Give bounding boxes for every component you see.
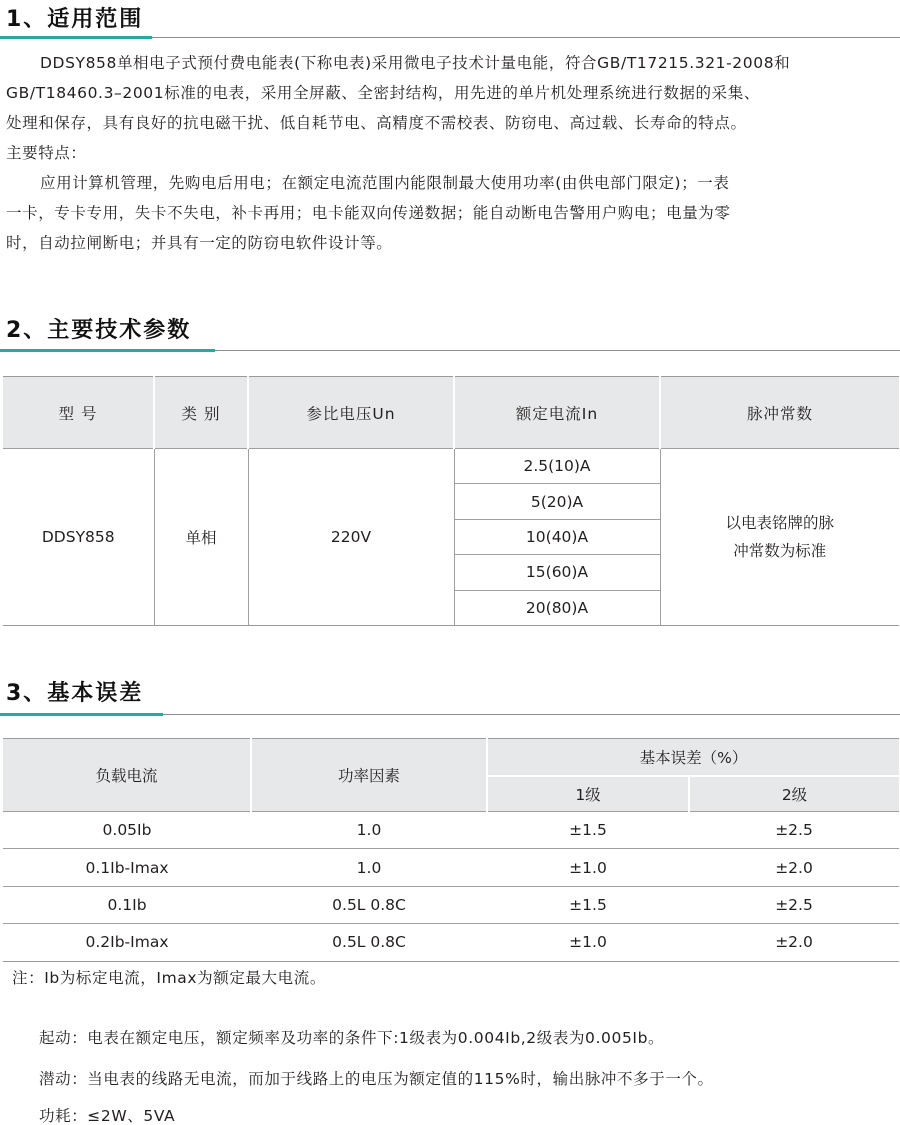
pf-cell: 1.0 (251, 812, 487, 849)
section-1-title: 1、适用范围 (6, 7, 144, 32)
error-table (3, 738, 899, 962)
table-row (3, 886, 899, 923)
current-cell: 20(80)A (454, 590, 660, 625)
header-pulse: 脉冲常数 (660, 377, 899, 449)
current-cell: 10(40)A (454, 519, 660, 554)
pf-cell: 0.5L 0.8C (251, 924, 487, 961)
load-cell: 0.1Ib-Imax (3, 849, 251, 886)
section-1-accent (0, 36, 152, 39)
intro-line: DDSY858单相电子式预付费电能表(下称电表)采用微电子技术计量电能，符合GB/T17215.321-2008和 (40, 54, 791, 72)
class2-cell: ±2.0 (689, 849, 899, 886)
intro-line: 时，自动拉闸断电；并具有一定的防窃电软件设计等。 (6, 234, 393, 252)
intro-line: 主要特点： (6, 144, 87, 162)
section-3-accent (0, 713, 163, 716)
section-1-header (0, 2, 900, 42)
table-row (3, 449, 899, 484)
intro-line: 处理和保存，具有良好的抗电磁干扰、低自耗节电、高精度不需校表、防窃电、高过载、长寿命的特点。 (6, 114, 747, 132)
header-power-factor: 功率因素 (251, 739, 487, 812)
class1-cell: ±1.0 (487, 924, 689, 961)
header-class-2: 2级 (689, 776, 899, 812)
error-header-row (3, 739, 899, 776)
pulse-line: 以电表铭牌的脉 (725, 513, 834, 532)
intro-line: GB/T18460.3–2001标准的电表，采用全屏蔽、全密封结构，用先进的单片机处理系统进行数据的采集、 (6, 84, 760, 102)
header-model: 型 号 (58, 404, 98, 423)
current-cell: 2.5(10)A (454, 449, 660, 484)
table-row (3, 924, 899, 961)
class1-cell: ±1.5 (487, 812, 689, 849)
table-row (3, 812, 899, 849)
section-3-title: 3、基本误差 (6, 681, 144, 706)
category-cell: 单相 (154, 449, 248, 626)
pulse-cell (660, 449, 899, 626)
intro-line: 一卡，专卡专用，失卡不失电，补卡再用；电卡能双向传递数据；能自动断电告警用户购电；电量为零 (6, 204, 731, 222)
pf-cell: 1.0 (251, 849, 487, 886)
load-cell: 0.05Ib (3, 812, 251, 849)
section-2-title: 2、主要技术参数 (6, 318, 192, 343)
class2-cell: ±2.5 (689, 812, 899, 849)
header-current: 额定电流In (454, 377, 660, 449)
section-2-accent (0, 349, 215, 352)
section-2-header (0, 313, 900, 353)
table-note: 注：Ib为标定电流，Imax为额定最大电流。 (12, 969, 326, 987)
pulse-line: 冲常数为标准 (733, 541, 827, 560)
table-row (3, 849, 899, 886)
header-voltage: 参比电压Un (248, 377, 454, 449)
header-class-1: 1级 (487, 776, 689, 812)
header-category: 类 别 (154, 377, 248, 449)
params-table (3, 376, 899, 626)
header-load-current: 负载电流 (95, 767, 158, 785)
current-cell: 5(20)A (454, 484, 660, 519)
header-basic-error: 基本误差（%） (487, 739, 899, 776)
params-header-row (3, 377, 899, 449)
current-cell: 15(60)A (454, 555, 660, 590)
load-cell: 0.2Ib-Imax (3, 924, 251, 961)
section-3-header (0, 676, 900, 716)
intro-line: 应用计算机管理，先购电后用电；在额定电流范围内能限制最大使用功率(由供电部门限定)；一表 (40, 174, 730, 192)
spec-start: 起动：电表在额定电压，额定频率及功率的条件下:1级表为0.004Ib,2级表为0.005Ib。 (39, 1029, 665, 1047)
class2-cell: ±2.0 (689, 924, 899, 961)
class1-cell: ±1.5 (487, 886, 689, 923)
load-cell: 0.1Ib (3, 886, 251, 923)
pf-cell: 0.5L 0.8C (251, 886, 487, 923)
intro-text (6, 48, 894, 258)
class1-cell: ±1.0 (487, 849, 689, 886)
model-cell: DDSY858 (3, 449, 154, 626)
class2-cell: ±2.5 (689, 886, 899, 923)
voltage-cell: 220V (248, 449, 454, 626)
spec-creep: 潜动：当电表的线路无电流，而加于线路上的电压为额定值的115%时，输出脉冲不多于一个。 (39, 1070, 714, 1088)
spec-power: 功耗：≤2W、5VA (39, 1107, 176, 1125)
